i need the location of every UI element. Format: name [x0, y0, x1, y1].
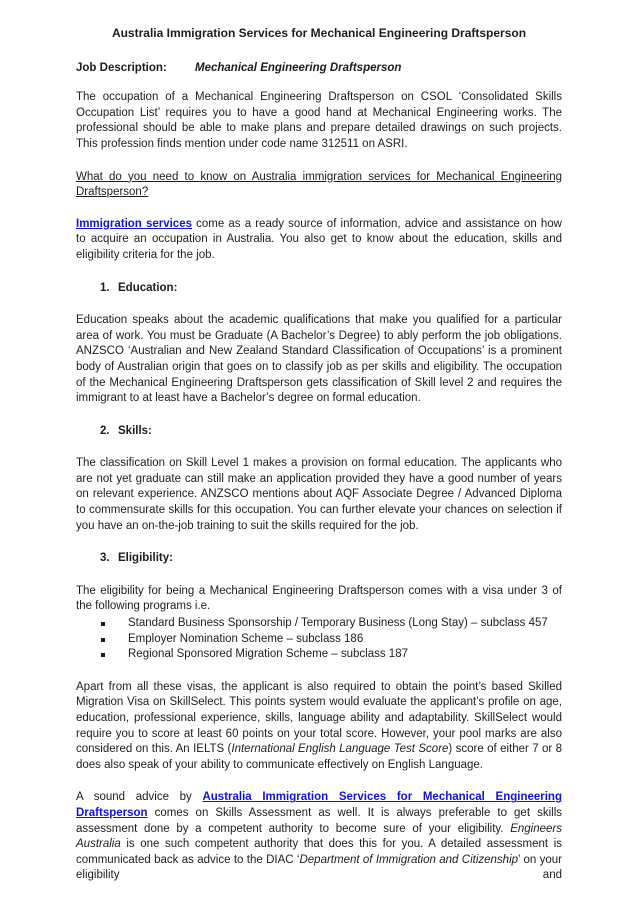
job-description-label: Job Description: [76, 61, 167, 74]
section-number: 2. [100, 424, 110, 437]
section-heading-eligibility [76, 551, 562, 567]
text-run: come as a ready source of information, advice and assistance on how to acquire an occupation in Australia. You also get to know about the education, skills and eligibility criteria for the job. [76, 217, 562, 261]
text-run: comes on Skills Assessment as well. It is always preferable to get skills assessment done by a competent authority to become sure of your eligibility. [76, 806, 562, 835]
section-title: Eligibility: [118, 552, 173, 565]
visa-program-list [76, 616, 562, 663]
paragraph-eligibility: The eligibility for being a Mechanical Engineering Draftsperson comes with a visa under 3 of the following programs i.e. [76, 584, 562, 613]
paragraph-immigration-services [76, 217, 562, 264]
list-item-subclass-187 [100, 647, 562, 663]
paragraph-skills-assessment-advice [76, 790, 562, 884]
paragraph-occupation: The occupation of a Mechanical Engineering Draftsperson on CSOL ‘Consolidated Skills Occupation List’ requires you to have a good hand at Mechanical Engineering works. The professional should be able to make plans and prepare detailed drawings on such projects. This profession finds mention under code name 312511 on ASRI. [76, 91, 562, 150]
section-number: 3. [100, 552, 110, 565]
immigration-services-link[interactable]: Immigration services [76, 217, 192, 230]
question-heading: What do you need to know on Australia immigration services for Mechanical Engineering Draftsperson? [76, 170, 562, 199]
list-item-text: Standard Business Sponsorship / Temporary Business (Long Stay) – subclass 457 [128, 617, 548, 630]
list-item-subclass-457 [100, 616, 562, 632]
square-bullet-icon [101, 638, 105, 642]
paragraph-skillselect-points [76, 680, 562, 774]
job-description-value: Mechanical Engineering Draftsperson [195, 61, 402, 74]
square-bullet-icon [101, 622, 105, 626]
section-title: Education: [118, 281, 178, 294]
text-run: A sound advice by [76, 791, 203, 804]
section-heading-education [76, 281, 562, 297]
text-run: ’ on your eligibility and [76, 853, 563, 882]
square-bullet-icon [101, 653, 105, 657]
job-description-line [76, 61, 562, 77]
document-title: Australia Immigration Services for Mechanical Engineering Draftsperson [111, 26, 527, 40]
australia-immigration-services-link[interactable]: Australia Immigration Services for Mechanical Engineering Draftsperson [76, 791, 562, 819]
text-run: Apart from all these visas, the applicant is also required to obtain the point’s based Skilled Migration Visa on SkillSelect. This points system would evaluate the applicant’s profile on age, education, professional experience, skills, language ability and adaptability. SkillSelect would require you to score at least 60 points on your total score. However, your pool marks are also considered on this. An IELTS ( [76, 680, 562, 756]
list-item-text: Employer Nomination Scheme – subclass 186 [128, 632, 364, 645]
list-item-subclass-186 [100, 632, 562, 648]
text-run: is one such competent authority that does this for you. A detailed assessment is communicated back as advice to the DIAC ‘ [76, 838, 562, 866]
section-title: Skills: [118, 424, 152, 437]
paragraph-education: Education speaks about the academic qualifications that make you qualified for a particular area of work. You must be Graduate (A Bachelor’s Degree) to ably perform the job obligations. ANZSCO ‘Australian and New Zealand Standard Classification of Occupations’ is a prominent body of Australian origin that goes on to classify job as per skills and eligibility. The occupation of the Mechanical Engineering Draftsperson gets classification of Skill level 2 and requires the immigrant to at least have a Bachelor’s degree on formal education. [76, 314, 562, 405]
paragraph-skills: The classification on Skill Level 1 makes a provision on formal education. The applicants who are not yet graduate can still make an application provided they have a good number of years on relevant experience. ANZSCO mentions about AQF Associate Degree / Advanced Diploma to commensurate skills for this occupation. You can further elevate your chances on selection if you have an on-the-job training to suit the skills required for the job. [76, 457, 562, 532]
section-number: 1. [100, 281, 110, 294]
list-item-text: Regional Sponsored Migration Scheme – subclass 187 [128, 648, 408, 661]
section-heading-skills [76, 424, 562, 440]
text-run: ) score of either 7 or 8 does also speak of your ability to communicate effectively on English Language. [76, 743, 562, 771]
text-run: Engineers Australia [76, 822, 562, 851]
text-run: Department of Immigration and Citizenship [299, 853, 519, 866]
text-run: International English Language Test Score [231, 743, 449, 756]
